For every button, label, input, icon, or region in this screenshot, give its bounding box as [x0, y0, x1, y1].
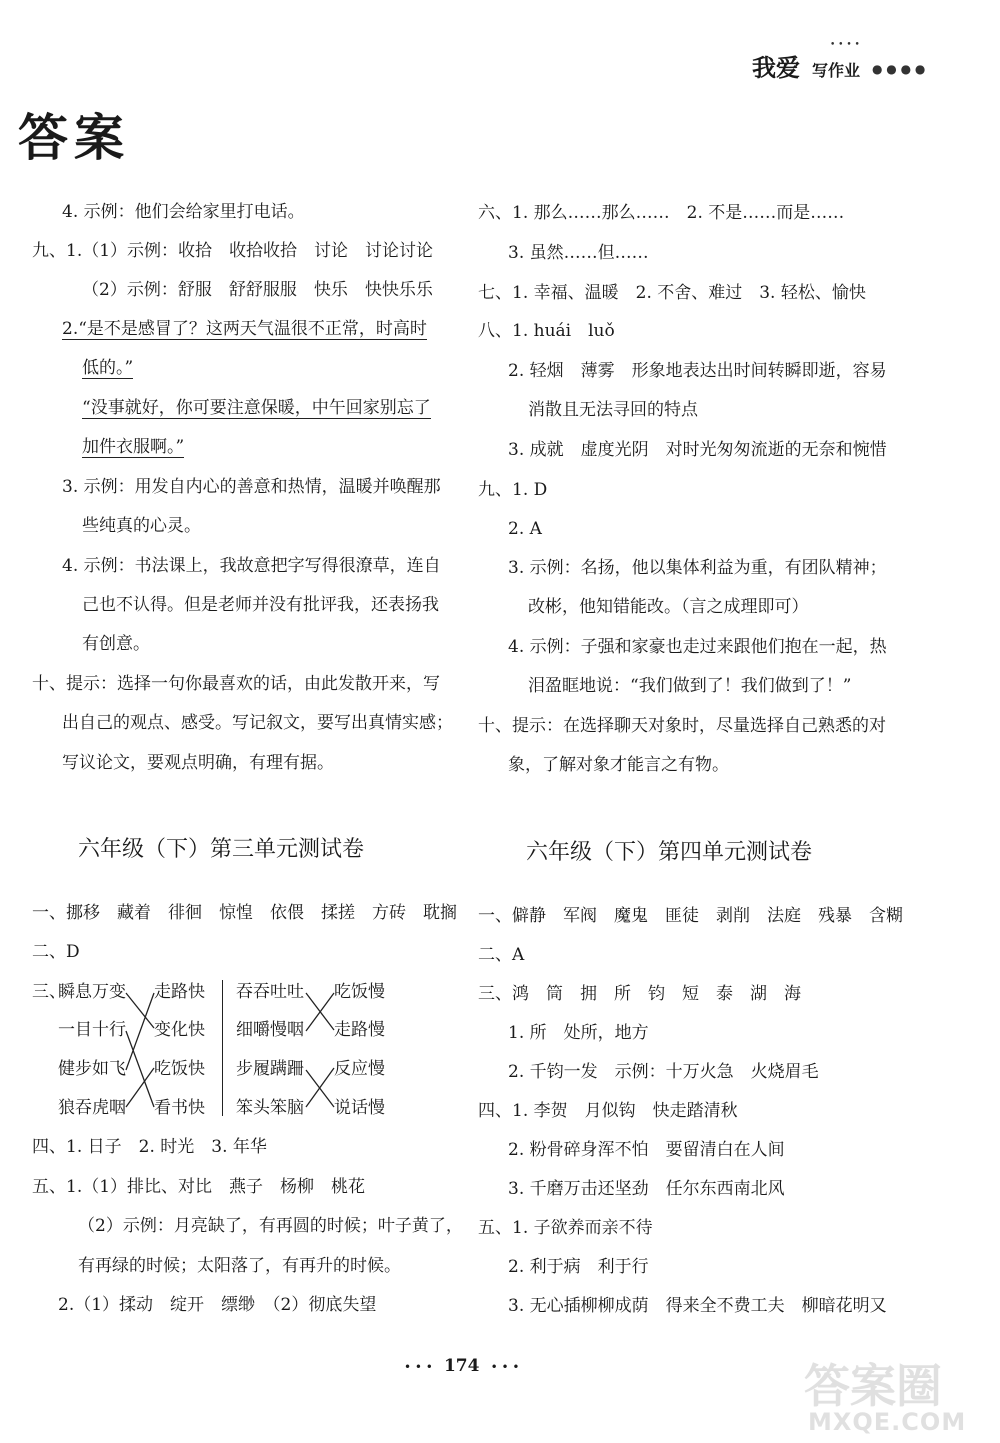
text-line: 八、1. huái luǒ: [478, 321, 615, 341]
match-prefix: 三、: [32, 982, 66, 1002]
match-right-item: 吃饭快: [154, 1059, 205, 1079]
text-line: 有创意。: [82, 634, 150, 654]
text-line-underlined: “没事就好，你可要注意保暖，中午回家别忘了: [82, 398, 431, 418]
match-left-item: 细嚼慢咽: [236, 1020, 304, 1040]
watermark-url: MXQE.COM: [808, 1408, 967, 1436]
match-right-item: 走路快: [154, 982, 205, 1002]
match-left-item: 狼吞虎咽: [58, 1098, 126, 1118]
text-line: 十、提示：选择一句你最喜欢的话，由此发散开来，写: [32, 674, 440, 694]
text-line: 3. 成就 虚度光阴 对时光匆匆流逝的无奈和惋惜: [508, 440, 887, 460]
page-dots-left-icon: • • •: [404, 1360, 433, 1374]
text-line: （2）示例：舒服 舒舒服服 快乐 快快乐乐: [82, 280, 433, 300]
text-line: 4. 示例：书法课上，我故意把字写得很潦草，连自: [62, 556, 441, 576]
text-line: 五、1. 子欲养而亲不待: [478, 1218, 653, 1238]
text-line: 六、1. 那么……那么…… 2. 不是……而是……: [478, 203, 845, 223]
match-left-item: 健步如飞: [58, 1059, 126, 1079]
page-number-text: 174: [443, 1356, 480, 1376]
text-line: 四、1. 日子 2. 时光 3. 年华: [32, 1137, 267, 1157]
text-line: 4. 示例：他们会给家里打电话。: [62, 202, 305, 222]
text-line: 3. 虽然……但……: [508, 243, 649, 263]
logo-dots-icon: • • • •: [830, 40, 860, 50]
text-line: 改彬，他知错能改。（言之成理即可）: [528, 597, 809, 617]
text-line: 泪盈眶地说：“我们做到了！我们做到了！”: [528, 676, 852, 696]
text-line: 2. 粉骨碎身浑不怕 要留清白在人间: [508, 1140, 785, 1160]
match-right-item: 走路慢: [334, 1020, 385, 1040]
match-left-item: 笨头笨脑: [236, 1098, 304, 1118]
match-line: [126, 993, 154, 1028]
match-right-item: 反应慢: [334, 1059, 385, 1079]
logo-main-text: 我爱: [752, 54, 800, 82]
section-title-unit4: 六年级（下）第四单元测试卷: [526, 840, 813, 865]
match-right-item: 变化快: [154, 1020, 205, 1040]
text-line: 2.（1）揉动 绽开 缥缈 （2）彻底失望: [58, 1295, 377, 1315]
watermark: [800, 1350, 996, 1440]
match-right-item: 说话慢: [334, 1098, 385, 1118]
match-left-item: 步履蹒跚: [236, 1059, 304, 1079]
text-line: 2. 千钧一发 示例：十万火急 火烧眉毛: [508, 1062, 819, 1082]
text-line: 2. 利于病 利于行: [508, 1257, 649, 1277]
text-line: 2. A: [508, 519, 542, 539]
text-line: 一、挪移 藏着 徘徊 惊惶 依偎 揉搓 方砖 耽搁: [32, 903, 457, 923]
section-title-unit3: 六年级（下）第三单元测试卷: [78, 837, 365, 862]
logo-sub-text: 写作业: [812, 61, 861, 80]
match-line: [126, 1031, 154, 1107]
text-line: 七、1. 幸福、温暖 2. 不舍、难过 3. 轻松、愉快: [478, 283, 866, 303]
text-line: 十、提示：在选择聊天对象时，尽量选择自己熟悉的对: [478, 716, 886, 736]
text-line: 4. 示例：子强和家豪也走过来跟他们抱在一起，热: [508, 637, 887, 657]
text-line-underlined: 低的。”: [82, 358, 134, 378]
text-line: （2）示例：月亮缺了，有再圆的时候；叶子黄了，: [78, 1216, 463, 1236]
text-line: 2. 轻烟 薄雾 形象地表达出时间转瞬即逝，容易: [508, 361, 887, 381]
match-left-item: 瞬息万变: [58, 982, 126, 1002]
text-line: 四、1. 李贺 月似钩 快走踏清秋: [478, 1101, 738, 1121]
text-line: 写议论文，要观点明确，有理有据。: [62, 753, 334, 773]
match-right-item: 看书快: [154, 1098, 205, 1118]
text-line: 有再绿的时候；太阳落了，有再升的时候。: [78, 1256, 401, 1276]
text-line: 一、僻静 军阀 魔鬼 匪徒 剥削 法庭 残暴 含糊: [478, 906, 903, 926]
text-line: 九、1. D: [478, 480, 548, 500]
text-line: 五、1.（1）排比、对比 燕子 杨柳 桃花: [32, 1177, 366, 1197]
watermark-main: 答案圈: [804, 1359, 942, 1413]
match-left-item: 一目十行: [58, 1020, 126, 1040]
text-line: 些纯真的心灵。: [82, 516, 201, 536]
match-line: [126, 1068, 154, 1107]
text-line: 3. 无心插柳柳成荫 得来全不费工夫 柳暗花明又: [508, 1296, 887, 1316]
page-title: 答案: [18, 109, 130, 167]
match-left-item: 吞吞吐吐: [236, 982, 304, 1002]
match-line: [126, 993, 154, 1070]
page-number: [404, 1356, 519, 1376]
text-line: 3. 千磨万击还坚劲 任尔东西南北风: [508, 1179, 785, 1199]
page-dots-right-icon: • • •: [490, 1360, 520, 1374]
text-line: 1. 所 处所，地方: [508, 1023, 649, 1043]
text-line: 象，了解对象才能言之有物。: [508, 755, 729, 775]
text-line-underlined: 加件衣服啊。”: [82, 437, 185, 457]
text-line: 二、A: [478, 945, 525, 965]
text-line: 己也不认得。但是老师并没有批评我，还表扬我: [82, 595, 439, 615]
text-line: 消散且无法寻回的特点: [528, 400, 698, 420]
text-line: 3. 示例：名扬，他以集体利益为重，有团队精神；: [508, 558, 887, 578]
text-line: 九、1.（1）示例：收拾 收拾收拾 讨论 讨论讨论: [32, 241, 434, 261]
text-line: 三、鸿 筒 拥 所 钧 短 泰 湖 海: [478, 984, 801, 1004]
text-line: 3. 示例：用发自内心的善意和热情，温暖并唤醒那: [62, 477, 441, 497]
text-line-underlined: 2.“是不是感冒了？这两天气温很不正常，时高时: [62, 319, 427, 339]
text-line: 二、D: [32, 942, 80, 962]
logo-dots-right-icon: ● ● ● ●: [872, 62, 926, 76]
match-right-item: 吃饭慢: [334, 982, 385, 1002]
text-line: 出自己的观点、感受。写记叙文，要写出真情实感；: [62, 713, 453, 733]
